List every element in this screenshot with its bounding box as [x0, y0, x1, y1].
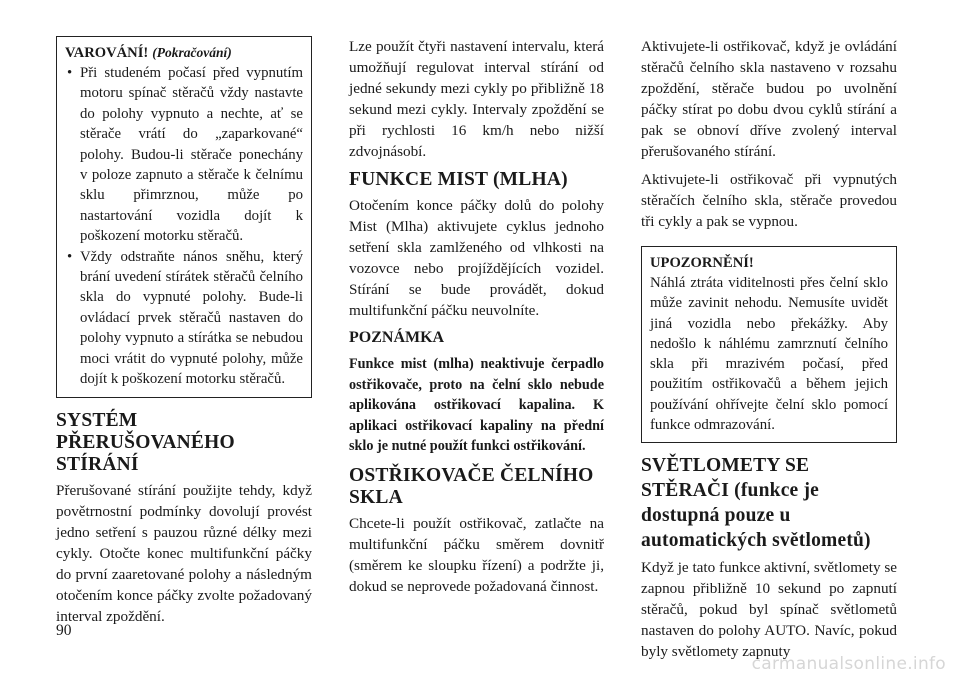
section-heading-headlights-wipers: SVĚTLOMETY SE STĚRAČI (funkce je dostupná pouze u automatických světlometů) [641, 455, 871, 552]
caution-box [641, 246, 897, 443]
warning-bullet: • Vždy odstraňte nános sněhu, který brání uvedení stírátek stěračů čelního skla do vypnuté polohy. Bude-li ovládací prvek stěračů nastaven do polohy vypnuto a stírátka se nebudou moci vrátit do vypnuté polohy, může dojít k poškození motorku stěračů. [65, 247, 303, 390]
section-heading-washers: OSTŘIKOVAČE ČELNÍHO SKLA [349, 464, 594, 508]
warning-title-text: VAROVÁNÍ! [65, 45, 149, 61]
intermittent-wipe-paragraph: Přerušované stírání použijte tehdy, když povětrnostní podmínky dovolují provést jedno setření s pauzou různé délky mezi cykly. Otočte konec multifunkční páčky do první zaaretované polohy a následným otočením konce páčky zvolte požadovaný interval zpoždění. [56, 481, 312, 625]
middle-column [349, 36, 604, 604]
page-number: 90 [56, 622, 72, 639]
caution-title: UPOZORNĚNÍ! [650, 255, 754, 271]
note-text: Funkce mist (mlha) neaktivuje čerpadlo ostřikovače, proto na čelní sklo nebude aplikována ostřikovací kapalina. K aplikaci ostřikovací kapaliny na přední sklo je nutné použít funkci ostřikování. [349, 356, 604, 455]
section-heading-intermittent-wipe: SYSTÉM PŘERUŠOVANÉHO STÍRÁNÍ [56, 409, 235, 475]
warning-bullet: • Při studeném počasí před vypnutím motoru spínač stěračů vždy nastavte do polohy vypnuto a nechte, ať se stěrače vrátí do „zaparkované“ polohy. Budou-li stěrače ponechány v poloze zapnuto a stěrače k čelnímu sklu přimrznou, může po nastartování vozidla dojít k poškození motorku stěračů. [65, 63, 303, 247]
warning-title [65, 43, 303, 63]
interval-paragraph: Lze použít čtyři nastavení intervalu, která umožňují regulovat interval stírání od jedné sekundy mezi cykly po přibližně 18 sekund mezi cykly. Intervaly zpoždění se při rychlosti 16 km/h nebo nižší zdvojnásobí. [349, 38, 604, 160]
section-heading-mist: FUNKCE MIST (MLHA) [349, 169, 568, 190]
watermark: carmanualsonline.info [751, 654, 946, 674]
note-title: POZNÁMKA [349, 329, 445, 346]
right-column [641, 36, 897, 669]
washer-paragraph: Chcete-li použít ostřikovač, zatlačte na multifunkční páčku směrem dovnitř (směrem ke sloupku řízení) a podržte ji, dokud se neprovede požadovaná činnost. [349, 514, 604, 595]
warning-bullet-list [65, 63, 303, 390]
caution-text: Náhlá ztráta viditelnosti přes čelní sklo může zavinit nehodu. Nemusíte uvidět jiná vozidla nebo překážky. Aby nedošlo k náhlému zamrznutí čelního skla při mrazivém počasí, před použitím ostřikovačů a během jejich používání ohřívejte čelní sklo pomocí funkce odmrazování. [650, 275, 888, 434]
left-column [56, 36, 312, 634]
washer-off-paragraph: Aktivujete-li ostřikovač při vypnutých stěračích čelního skla, stěrače provedou tři cykly a pak se vypnou. [641, 171, 897, 230]
warning-subtitle: (Pokračování) [152, 45, 232, 60]
washer-delay-paragraph: Aktivujete-li ostřikovač, když je ovládání stěračů čelního skla nastaveno v rozsahu zpoždění, stěrače budou po uvolnění páčky stírat po dobu dvou cyklů stírání a pak se obnoví dříve zvolený interval přerušovaného stírání. [641, 38, 897, 160]
warning-box [56, 36, 312, 398]
mist-paragraph: Otočením konce páčky dolů do polohy Mist (Mlha) aktivujete cyklus jednoho setření skla zamlženého od vlhkosti na vozovce nebo projíždějících vozidel. Stírání se bude provádět, dokud multifunkční páčku neuvolníte. [349, 197, 604, 319]
headlights-wipers-paragraph: Když je tato funkce aktivní, světlomety se zapnou přibližně 10 sekund po zapnutí stěračů, pokud byl spínač světlometů nastaven do polohy AUTO. Navíc, pokud byly světlomety zapnuty [641, 559, 898, 661]
